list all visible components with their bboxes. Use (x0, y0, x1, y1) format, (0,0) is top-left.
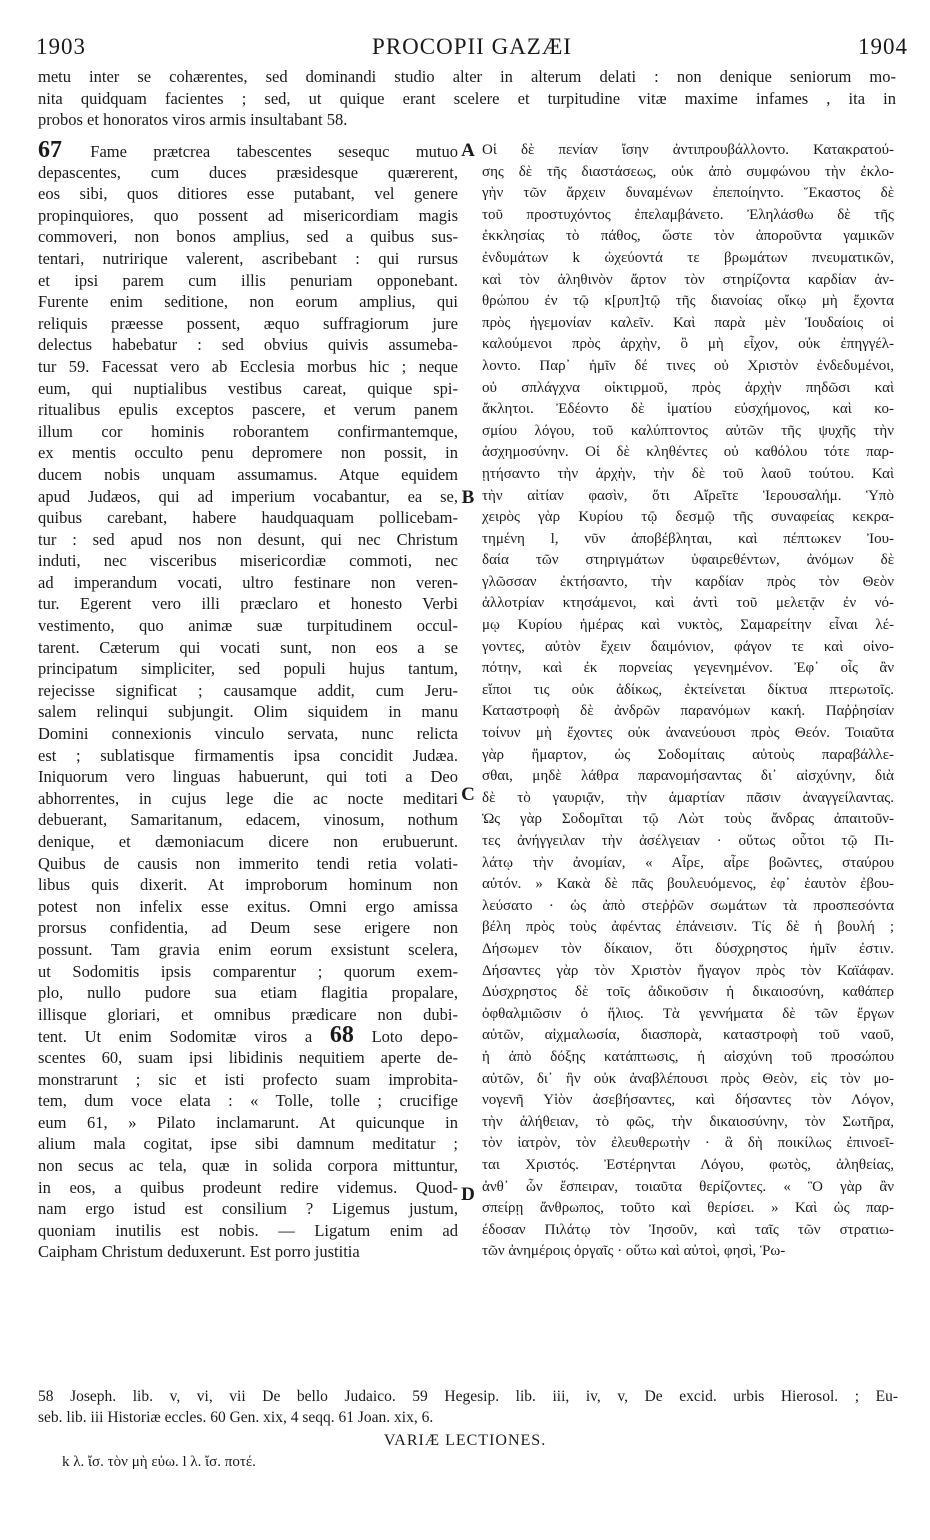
greek-line: οὐ σπλάγχνα οἰκτιρμοῦ, πρὸς ἀρχὴν πηδῶσι καὶ (482, 379, 894, 396)
latin-line: vestimento, quo animæ suæ turpitudinem occul- (38, 616, 458, 636)
latin-line: tur : sed apud nos non desunt, qui nec Christum (38, 529, 458, 549)
greek-line: λοντο. Παρ᾽ ἡμῖν δέ τινες οὐ Χριστὸν ἐνδεδυμένοι, (482, 357, 894, 374)
greek-line: αὐτῶν, δι᾽ ἣν οὐκ ἀναβλέπουσι πρὸς Θεὸν, εἰς τὸν μο- (482, 1070, 894, 1087)
greek-line: ῃτήσαντο τὴν ἀρχὴν, τὴν δὲ τοῦ λαοῦ τούτου. Καὶ (482, 465, 894, 482)
greek-line: σμίου λόγου, τοῦ καλύπτοντος αὐτῶν τῆς ψυχῆς τὴν (482, 422, 894, 439)
latin-line: commoveri, non bonos amplius, sed a quibus sus- (38, 227, 458, 247)
latin-line: salem relinqui subjungit. Olim siquidem in manu (38, 702, 458, 722)
footnotes (38, 1386, 898, 1428)
greek-line: γοντες, αὐτὸν ἔχειν δαιμόνιον, φάγον τε καὶ οἰνο- (482, 638, 894, 655)
latin-line: in eos, a quibus prodeunt redire videmus. Quod- (38, 1177, 458, 1197)
latin-line: principatum simpliciter, sed populi hujus tantum, (38, 659, 458, 679)
latin-line: propinquiores, quo possent ad misericordiam magis (38, 205, 458, 225)
margin-letter-a: A (461, 140, 475, 161)
greek-line: Καταστροφὴ δὲ ἀνδρῶν παρανόμων κακή. Παῤῥησίαν (482, 703, 894, 720)
latin-line: eum 61, » Pilato inclamarunt. At quicunque in (38, 1112, 458, 1132)
greek-line: εἴποι τις οὐκ ἀδίκως, ἐκτείνεται δίκτυα πτερωτοῖς. (482, 681, 894, 698)
greek-line: καλούμενοι πρὸς ἀρχὴν, ὃ μὴ εἶχον, οὐκ ἐπηγγέλ- (482, 336, 894, 353)
greek-line: ται Χριστός. Ἐστέρηνται Λόγου, φωτὸς, ἀληθείας, (482, 1156, 894, 1173)
greek-line: χειρὸς γὰρ Κυρίου τῷ δεσμῷ τῆς συναφείας κεκρα- (482, 509, 894, 526)
latin-line: induti, nec visceribus misericordiæ commoti, nec (38, 551, 458, 571)
latin-line: alium mala cogitat, ipse sibi damnum meditatur ; (38, 1134, 458, 1154)
latin-line: ex mentis occulto penu depromere non possit, in (38, 443, 458, 463)
latin-line: monstrarunt ; sic et isti profecto suam improbita- (38, 1069, 458, 1089)
margin-letter-c: C (461, 784, 475, 805)
latin-line: nam ergo istud est consilium ? Ligemus justum, (38, 1199, 458, 1219)
greek-line: ἀλλοτρίαν κτησάμενοι, καὶ ἀντὶ τοῦ μελετᾷν ἐν νό- (482, 595, 894, 612)
greek-line: τὴν ἀλήθειαν, τὸ φῶς, τὴν δικαιοσύνην, τὸν Σωτῆρα, (482, 1113, 894, 1130)
intro-paragraph (38, 66, 896, 131)
latin-line: denique, et dæmoniacum dicere non erubuerunt. (38, 832, 458, 851)
latin-line: eos sibi, quos ditiores esse putabant, vel genere (38, 184, 458, 204)
greek-line: τες ἀνήγγειλαν τὴν ἀσέλγειαν · οὕτως οὗτοι τῷ Πι- (482, 833, 894, 849)
greek-line: έδοσαν Πιλάτῳ τὸν Ἰησοῦν, καὶ ταῖς τῶν στρατιω- (482, 1221, 894, 1238)
greek-line: ἀνθ᾽ ὧν ἔσπειραν, τοιαῦτα θερίζοντες. « Ὃ γὰρ ἂν (482, 1178, 894, 1195)
latin-line: 67 Fame prætcrea tabescentes sesequc mutuo (38, 140, 458, 162)
greek-line: γὴν τῶν ἄρχειν δυναμένων ἐπεποίηντο. Ἕκαστος δὲ (482, 185, 894, 202)
greek-line: πότην, καὶ ἐκ πορνείας γεγενημένον. Ἐφ᾽ οἷς ἂν (482, 660, 894, 677)
variae-lectiones: k λ. ἴσ. τὸν μὴ εὐω. l λ. ἴσ. ποτέ. (62, 1454, 256, 1470)
greek-line: βέλη πρὸς τοὺς ἀφέντας ἐπάνεισιν. Τίς δὲ ἡ βουλή ; (482, 919, 894, 936)
greek-line: μῳ Κυρίου ἡμέρας καὶ νυκτὸς, Σαμαρείτην εἶναι λέ- (482, 617, 894, 634)
page-number-right: 1904 (858, 34, 908, 59)
greek-line: γὰρ ἥμαρτον, ὡς Σοδομίταις αὐτοὺς παραβάλλε- (482, 746, 894, 763)
latin-line: eum, qui nuptialibus vestibus careat, quique spi- (38, 378, 458, 398)
latin-line: libus quis dixerit. At improborum hominum non (38, 875, 458, 895)
greek-line: σθαι, μηδὲ λάθρα παρανομήσαντας δι᾽ αἰσχύνην, διὰ (482, 768, 894, 785)
greek-line: Οἱ δὲ πενίαν ἴσην ἀντιπρουβάλλοντο. Κατακρατού- (482, 142, 894, 158)
greek-line: Δήσαντες γὰρ τὸν Χριστὸν ἤγαγον πρὸς τὸν Καϊάφαν. (482, 962, 894, 979)
greek-line: νογενῆ Υἱὸν ἀσεβήσαντες, καὶ δήσαντες τὸν Λόγον, (482, 1092, 894, 1109)
greek-line: τὴν αἰτίαν φασὶν, ὅτι Αἴρεῖτε Ἱερουσαλήμ. Ὑπὸ (482, 487, 894, 504)
latin-line: non secus ac tela, quæ in solida corpora mittuntur, (38, 1155, 458, 1175)
latin-line: ducem nobis unquam assumamus. Atque equidem (38, 464, 458, 484)
latin-line: tentari, nutririque valerent, ascribebant : qui rursus (38, 248, 458, 268)
running-header (36, 34, 908, 64)
latin-line: tent. Ut enim Sodomitæ viros a 68 Loto depo- (38, 1025, 458, 1047)
greek-line: τοῦ προστυχόντος ἐπελαμβάνετο. Ἐληλάσθω δὲ τῆς (482, 206, 894, 223)
latin-line: abhorrentes, in cujus lege die ac nocte meditari (38, 788, 458, 808)
intro-line: probos et honoratos viros armis insultabant 58. (38, 110, 348, 130)
greek-line: σπείρῃ ἄνθρωπος, τοῦτο καὶ θερίσει. » Καὶ ὡς παρ- (482, 1200, 894, 1217)
footnote-line: 58 Joseph. lib. v, vi, vii De bello Judaico. 59 Hegesip. lib. iii, iv, v, De excid. urbis Hierosol. ; Eu- (38, 1388, 898, 1405)
latin-line: debuerant, Samaritanum, edacem, vinosum, nothum (38, 810, 458, 830)
greek-line: ἀσχημοσύνην. Οἱ δὲ κληθέντες οὐ καθόλου τότε παρ- (482, 444, 894, 461)
latin-line: plo, nullo pudore sua etiam flagitia propalare, (38, 983, 458, 1003)
latin-line: est ; sublatisque firmamentis ipsa concidit Judæa. (38, 745, 458, 765)
latin-line: illum cor hominis roborantem confirmantemque, (38, 421, 458, 441)
margin-letter-b: B (461, 487, 475, 508)
latin-line: Iniquorum vero linguas habuerunt, qui toti a Deo (38, 767, 458, 787)
latin-line: prorsus confidentia, ad Deum sese erigere non (38, 918, 458, 938)
latin-line: ut Sodomitis ipsis comparentur ; quorum exem- (38, 961, 458, 981)
greek-column (482, 140, 894, 1263)
latin-line: tur. Egerent vero illi præclaro et honesto Verbi (38, 594, 458, 614)
greek-line: τημένη l, νῦν ἀποβέβληται, καὶ πέπτωκεν Ἰου- (482, 530, 894, 547)
variae-heading: VARIÆ LECTIONES. (383, 1432, 547, 1449)
footnote-line: seb. lib. iii Historiæ eccles. 60 Gen. xix, 4 seqq. 61 Joan. xix, 6. (38, 1409, 434, 1426)
greek-line: ἄκλητοι. Ἐδέοντο δὲ ἱματίου εὐσχήμονος, καὶ κο- (482, 401, 894, 418)
greek-line: ἐκκλησίας τὸ πάθος, ὥστε τὸν ἀποροῦντα γαμικῶν (482, 228, 894, 245)
latin-line: reliquis præesse possent, æquo suffragiorum jure (38, 313, 458, 333)
latin-column (38, 140, 458, 1263)
greek-line: Δύσχρηστος δὲ τοῖς ἀδικοῦσιν ἡ δικαιοσύνη, καθάπερ (482, 984, 894, 1001)
greek-line: πρὸς ἡγεμονίαν καλεῖν. Καὶ παρὰ μὲν Ἰουδαίοις οἱ (482, 314, 894, 331)
greek-line: Δήσωμεν τὸν δίκαιον, ὅτι δύσχρηστος ἡμῖν ἐστιν. (482, 940, 894, 957)
margin-letter-d: D (461, 1184, 475, 1205)
greek-line: καὶ τὸν ἀληθινὸν ἄρτον τὸν στηρίζοντα καρδίαν ἀν- (482, 271, 894, 288)
latin-line: scentes 60, suam ipsi libidinis nequitiem aperte de- (38, 1047, 458, 1067)
latin-line: et ipsi parem cum illis penuriam opponebant. (38, 270, 458, 290)
latin-line: tarent. Cæterum qui vocati sunt, non eos a se (38, 637, 458, 657)
latin-line: depascentes, cum duces præsidesque quærerent, (38, 162, 458, 182)
latin-line: Furente enim seditione, non eorum amplius, qui (38, 292, 458, 312)
latin-line: tur 59. Facessat vero ab Ecclesia morbus hic ; neque (38, 356, 458, 376)
latin-line: possunt. Tam gravia enim eorum exsistunt scelera, (38, 939, 458, 959)
latin-line: illisque gloriari, et omnibus prædicare non dubi- (38, 1004, 458, 1024)
greek-line: ἡ ἀπὸ δόξης κατάπτωσις, ἡ αἰσχύνη τοῦ προσώπου (482, 1048, 894, 1065)
greek-line: σης δὲ τῆς διαστάσεως, οὐκ ἀπὸ συμφώνου τὴν ἐκλο- (482, 163, 894, 180)
greek-line: δαία τῶν στηριγμάτων ὑφαιρεθέντων, ἀνόμων δὲ (482, 552, 894, 569)
greek-line: γλῶσσαν ἐκτήσαντο, τὴν καρδίαν πρὸς τὸν Θεὸν (482, 573, 894, 590)
greek-line: λεύσατο · ὡς ἀπὸ στεῤῥῶν σωμάτων τὰ προσπεσόντα (482, 897, 894, 914)
latin-line: delectus habebatur : sed obvius quivis assumeba- (38, 335, 458, 355)
latin-line: quibus carebant, habere haudquaquam pollicebam- (38, 508, 458, 528)
running-title: PROCOPII GAZÆI (372, 34, 572, 59)
greek-line: δὲ τὸ γαυριᾷν, τὴν ἁμαρτίαν πᾶσιν ἀναγγείλαντας. (482, 789, 894, 806)
greek-line: ὀφθαλμιῶσιν ὁ ἥλιος. Τὰ γεννήματα δὲ τῶν ἔργων (482, 1005, 894, 1022)
greek-line: αὐτόν. » Κακὰ δὲ πᾶς βουλευόμενος, ἐφ᾽ ἑαυτὸν ἐβου- (482, 876, 894, 893)
latin-line: rejecisse significat ; causamque addit, cum Jeru- (38, 680, 458, 700)
latin-line: tem, dum voce elata : « Tolle, tolle ; crucifige (38, 1091, 458, 1111)
latin-line: Domini connexionis vinculo servata, nunc relicta (38, 724, 458, 744)
greek-line: αὐτῶν, αἰχμαλωσία, διασπορὰ, καταστροφὴ τοῦ ναοῦ, (482, 1027, 894, 1044)
greek-line: ἐνδυμάτων k ὠχεύοντά τε βρωμάτων πνευματικῶν, (482, 249, 894, 266)
greek-line: λάτῳ τὴν ἀνομίαν, « Αἶρε, αἶρε βοῶντες, σταύρου (482, 854, 894, 871)
greek-line: τοίνυν μὴ ἔχοντες οὐκ ἀνανεύουσι πρὸς Θεόν. Τοιαῦτα (482, 725, 894, 742)
intro-line: nita quidquam facientes ; sed, ut quique erant scelere et turpitudine vitæ maxime infames , ita in (38, 88, 896, 108)
greek-line: θρώπου ἐν τῷ κ[ρυπ]τῷ τῆς διανοίας οἴκῳ μὴ ἔχοντα (482, 293, 894, 310)
greek-line: τῶν ἀνημέροις ὀργαῖς · οὕτω καὶ αὐτοὶ, φησὶ, Ῥω- (482, 1243, 786, 1260)
latin-line: quoniam inutilis est nobis. — Ligatum enim ad (38, 1220, 458, 1240)
latin-line: Quibus de causis non immerito tendi retia volati- (38, 853, 458, 873)
latin-line: potest non infelix esse exitus. Omni ergo amissa (38, 896, 458, 916)
intro-line: metu inter se cohærentes, sed dominandi studio alter in alterum delati : non denique seniorum mo- (38, 67, 896, 86)
section-number: 67 (38, 140, 91, 162)
latin-line: ad imperandum vocati, ultro festinare non veren- (38, 572, 458, 592)
greek-line: Ὡς γὰρ Σοδομῖται τῷ Λὼτ τοὺς ἄνδρας ἀπαιτοῦν- (482, 811, 894, 828)
section-number: 68 (329, 1025, 354, 1047)
page-number-left: 1903 (36, 34, 86, 59)
latin-line: apud Judæos, qui ad imperium vocabantur, ea se, (38, 486, 458, 506)
latin-line: Caipham Christum deduxerunt. Est porro justitia (38, 1242, 360, 1262)
latin-line: ritualibus epulis exceptos pascere, et verum panem (38, 400, 458, 420)
greek-line: τὸν ἰατρὸν, τὸν ἐλευθερωτὴν · ἃ δὴ ποικίλως ἐπινοεῖ- (482, 1135, 894, 1152)
